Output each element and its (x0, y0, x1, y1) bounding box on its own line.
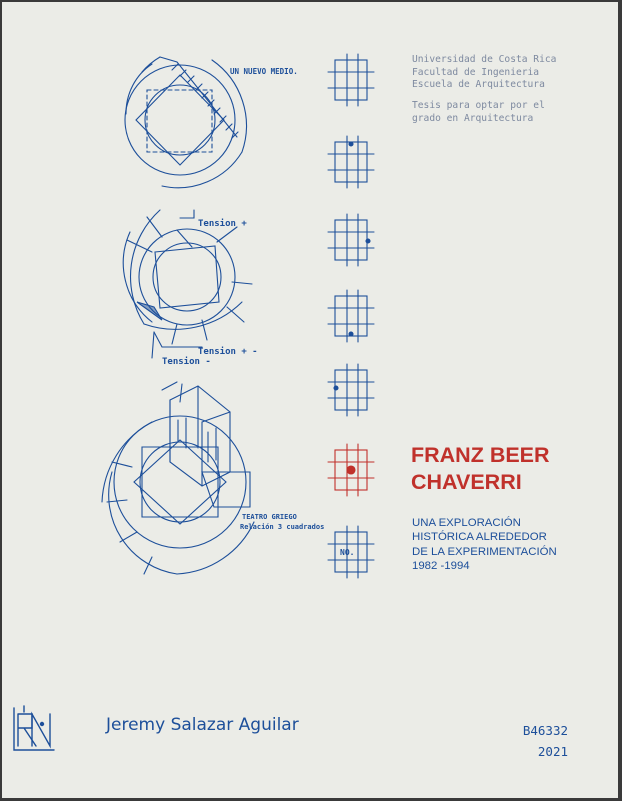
book-subtitle (412, 516, 557, 574)
annotation-teatro-line2: Relación 3 cuadrados (240, 523, 325, 531)
annotation-tension-lower: Tension - (162, 357, 211, 367)
grid-sketch-4 (328, 290, 374, 342)
publication-year: 2021 (537, 744, 568, 759)
grid-sketch-2 (328, 136, 374, 188)
subtitle-line: HISTÓRICA ALREDEDOR (412, 531, 547, 544)
grid-sketch-1 (328, 54, 374, 106)
book-title (411, 442, 550, 496)
book-title-line: FRANZ BEER (411, 443, 550, 467)
author-name: Jeremy Salazar Aguilar (106, 715, 299, 735)
subtitle-line: 1982 -1994 (412, 560, 470, 573)
institution-line: Escuela de Arquitectura (412, 79, 545, 91)
institution-line: Facultad de Ingenieria (412, 66, 540, 78)
cover-page (2, 2, 618, 798)
book-title-line: CHAVERRI (411, 470, 522, 494)
annotation-last-sketch: NO. (340, 548, 355, 557)
grid-sketch-5 (328, 364, 374, 416)
institution-block (412, 54, 556, 92)
thesis-note-line: Tesis para optar por el (412, 100, 545, 111)
grid-sketch-3 (328, 214, 374, 266)
grid-sketch-6-red (328, 444, 374, 496)
annotation-top: UN NUEVO MEDIO. (230, 67, 298, 76)
sketch-circle-square-1 (125, 57, 246, 188)
institution-line: Universidad de Costa Rica (412, 54, 557, 65)
annotation-tension-middle: Tension + - (198, 347, 258, 357)
subtitle-line: DE LA EXPERIMENTACIÓN (412, 545, 557, 558)
thesis-note-line: grado en Arquitectura (412, 112, 534, 124)
grid-sketch-column (328, 54, 374, 578)
sketch-theatre-building (102, 382, 254, 574)
rn-monogram-icon (14, 706, 54, 750)
thesis-note-block (412, 100, 545, 125)
subtitle-line: UNA EXPLORACIÓN (412, 517, 521, 529)
sketch-circle-square-2 (123, 210, 252, 358)
annotation-tension-upper: Tension + (198, 219, 247, 229)
annotation-teatro-line1: TEATRO GRIEGO (242, 513, 297, 521)
catalog-info (523, 720, 568, 762)
catalog-code: B46332 (522, 723, 568, 738)
